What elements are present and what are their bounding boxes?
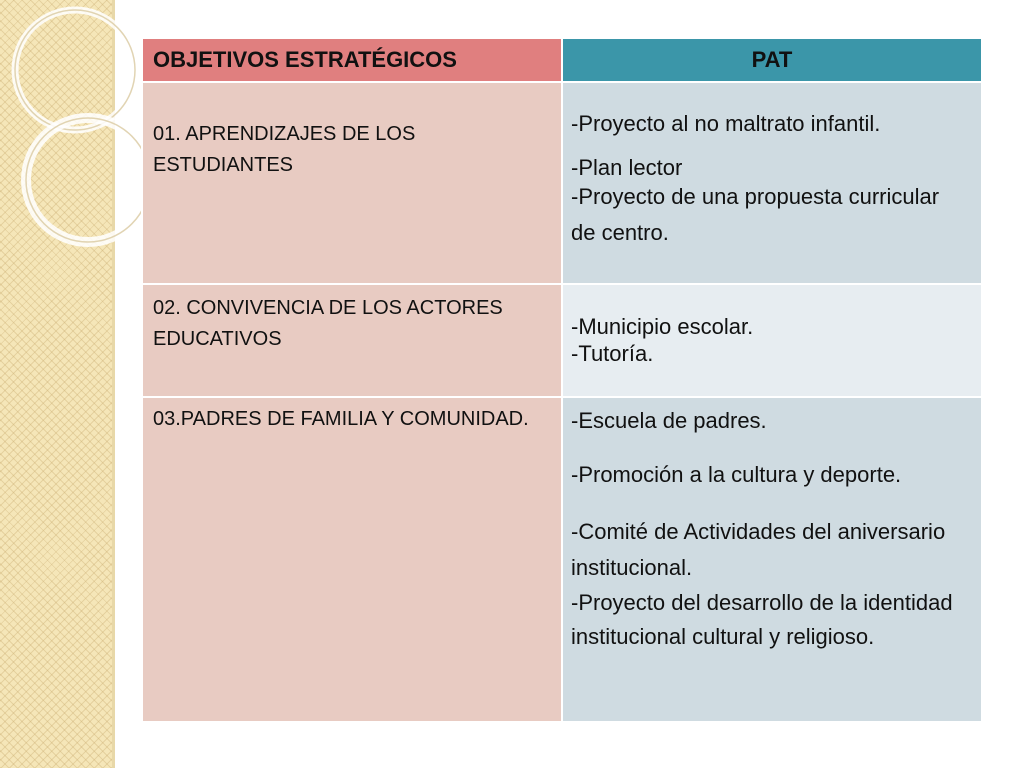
pat-item: -Plan lector [571, 155, 683, 180]
table-row [142, 397, 982, 722]
pat-item: -Municipio escolar. [571, 314, 754, 339]
pat-item: -Tutoría. [571, 341, 654, 366]
pat-item: -Proyecto al no maltrato infantil. [571, 111, 881, 136]
table-header-row [142, 38, 982, 82]
pat-item: -Comité de Actividades del aniversario institucional. [571, 519, 946, 580]
objectives-table [141, 37, 983, 723]
pat-cell [562, 397, 982, 722]
header-pat: PAT [562, 38, 982, 82]
table-row [142, 284, 982, 397]
pat-cell [562, 82, 982, 284]
objective-cell: 01. APRENDIZAJES DE LOS ESTUDIANTES [142, 82, 562, 284]
objective-cell: 03.PADRES DE FAMILIA Y COMUNIDAD. [142, 397, 562, 722]
decorative-rings-icon [0, 0, 140, 260]
pat-item: -Proyecto del desarrollo de la identidad institucional cultural y religioso. [571, 590, 953, 649]
objective-cell: 02. CONVIVENCIA DE LOS ACTORES EDUCATIVOS [142, 284, 562, 397]
table-row [142, 82, 982, 284]
pat-item: -Promoción a la cultura y deporte. [571, 462, 902, 487]
header-objectives: OBJETIVOS ESTRATÉGICOS [142, 38, 562, 82]
pat-item: -Escuela de padres. [571, 408, 767, 433]
pat-cell [562, 284, 982, 397]
pat-item: -Proyecto de una propuesta curricular de centro. [571, 184, 940, 245]
